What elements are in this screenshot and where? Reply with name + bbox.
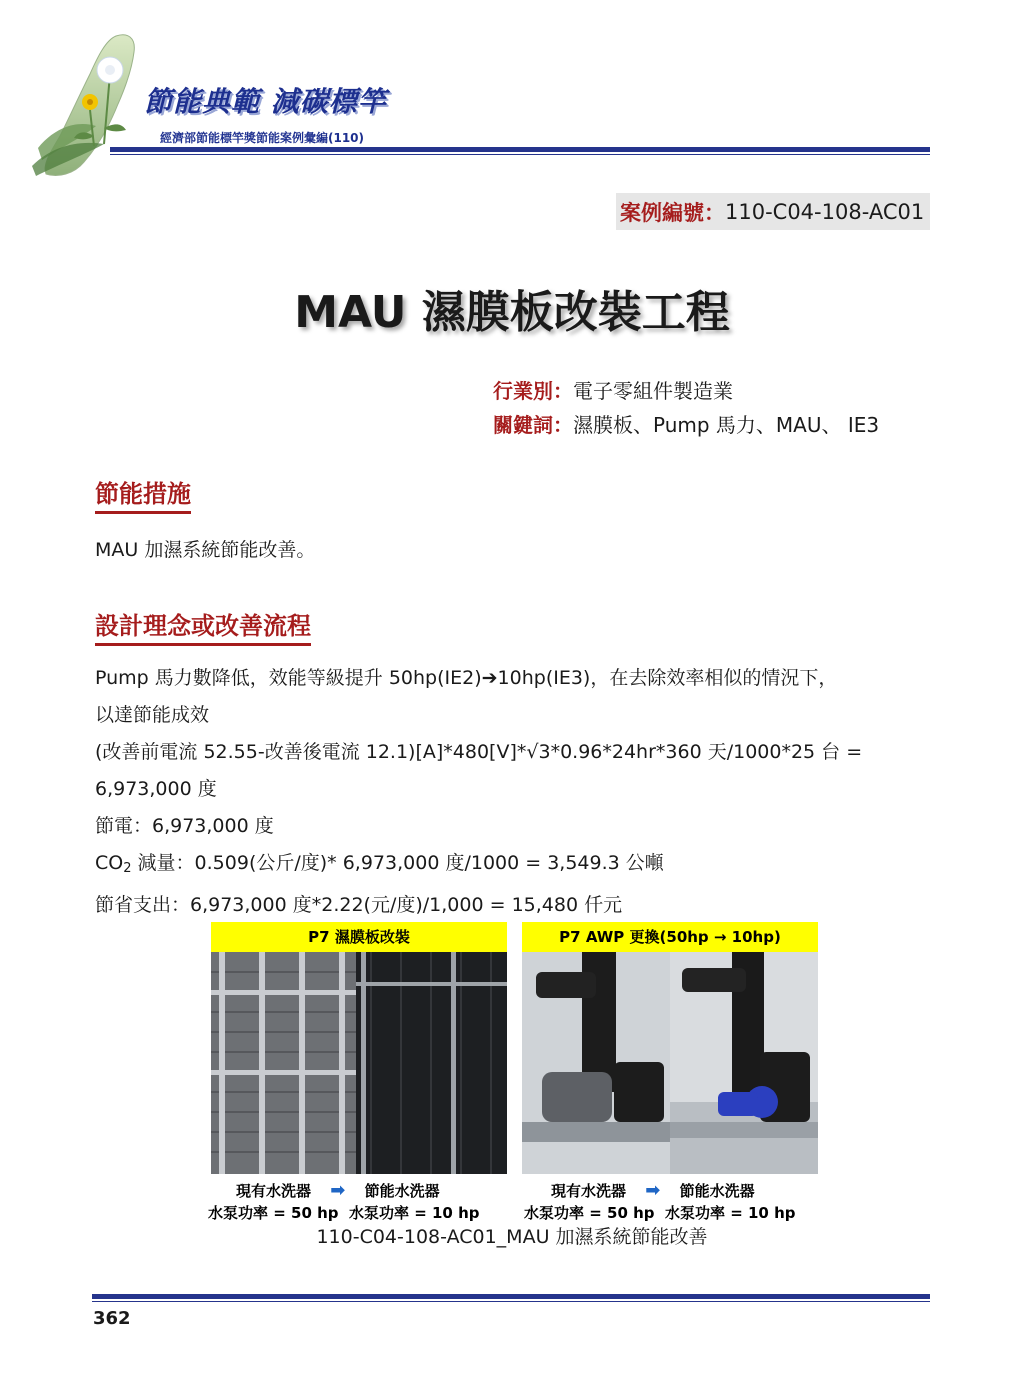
design-line: 節省支出：6,973,000 度*2.22(元/度)/1,000 = 15,480 仟元: [95, 894, 623, 916]
brand-title: 節能典範 減碳標竿: [144, 85, 387, 118]
after-power: 水泵功率 = 10 hp: [664, 1204, 796, 1222]
brand-subtitle: 經濟部節能標竿獎節能案例彙編(110): [160, 131, 365, 145]
after-label: 節能水洗器: [679, 1182, 755, 1200]
before-power: 水泵功率 = 50 hp: [524, 1204, 655, 1222]
section-heading-measures: 節能措施: [95, 474, 191, 514]
figure-left-power: [208, 1202, 480, 1223]
header-divider: [110, 147, 930, 152]
after-label: 節能水洗器: [364, 1182, 440, 1200]
after-power: 水泵功率 = 10 hp: [348, 1204, 480, 1222]
page-number: 362: [93, 1308, 131, 1329]
figure-left-title: P7 濕膜板改裝: [211, 922, 507, 952]
industry-label: 行業別：: [493, 379, 573, 403]
meta-industry: [493, 375, 733, 404]
design-line: 6,973,000 度: [95, 778, 217, 800]
figure-right-labels: [551, 1180, 755, 1201]
design-line: (改善前電流 52.55-改善後電流 12.1)[A]*480[V]*√3*0.96*24hr*360 天/1000*25 台 =: [95, 741, 863, 763]
industry-value: 電子零組件製造業: [573, 379, 733, 403]
arrow-right-icon: ➡: [645, 1180, 661, 1201]
design-line: 節電：6,973,000 度: [95, 815, 274, 837]
case-number-box: [616, 193, 930, 230]
figure-right-title: P7 AWP 更換(50hp → 10hp): [522, 922, 818, 952]
meta-keywords: [493, 409, 879, 438]
arrow-right-icon: ➡: [330, 1180, 346, 1201]
pump-photo: [522, 952, 818, 1174]
section-heading-design: 設計理念或改善流程: [95, 606, 311, 646]
co2-rest: 減量：0.509(公斤/度)* 6,973,000 度/1000 = 3,549.3 公噸: [131, 852, 664, 874]
header-divider-thin: [110, 154, 930, 155]
co2-prefix: CO: [95, 852, 124, 874]
section-body-design: [95, 660, 935, 924]
design-line: 以達節能成效: [95, 704, 210, 726]
footer-divider: [92, 1294, 930, 1299]
section-body-measures: MAU 加濕系統節能改善。: [95, 539, 316, 561]
keywords-value: 濕膜板、Pump 馬力、MAU、 IE3: [573, 413, 880, 437]
co2-subscript: 2: [123, 861, 132, 876]
before-label: 現有水洗器: [236, 1182, 312, 1200]
design-line: Pump 馬力數降低，效能等級提升 50hp(IE2)➔10hp(IE3)，在去除效率相似的情況下，: [95, 667, 838, 689]
document-title: MAU 濕膜板改裝工程: [294, 287, 730, 338]
figure-right-power: [524, 1202, 796, 1223]
case-number-label: 案例編號：: [620, 200, 725, 225]
before-power: 水泵功率 = 50 hp: [208, 1204, 339, 1222]
wet-film-photo: [211, 952, 507, 1174]
figure-left-labels: [236, 1180, 440, 1201]
figure-caption: 110-C04-108-AC01_MAU 加濕系統節能改善: [316, 1226, 708, 1248]
before-label: 現有水洗器: [551, 1182, 627, 1200]
keywords-label: 關鍵詞：: [493, 413, 573, 437]
case-number-value: 110-C04-108-AC01: [725, 199, 925, 224]
figure-area: [0, 922, 1024, 1222]
footer-divider-thin: [92, 1301, 930, 1302]
co2-line: [95, 845, 935, 887]
